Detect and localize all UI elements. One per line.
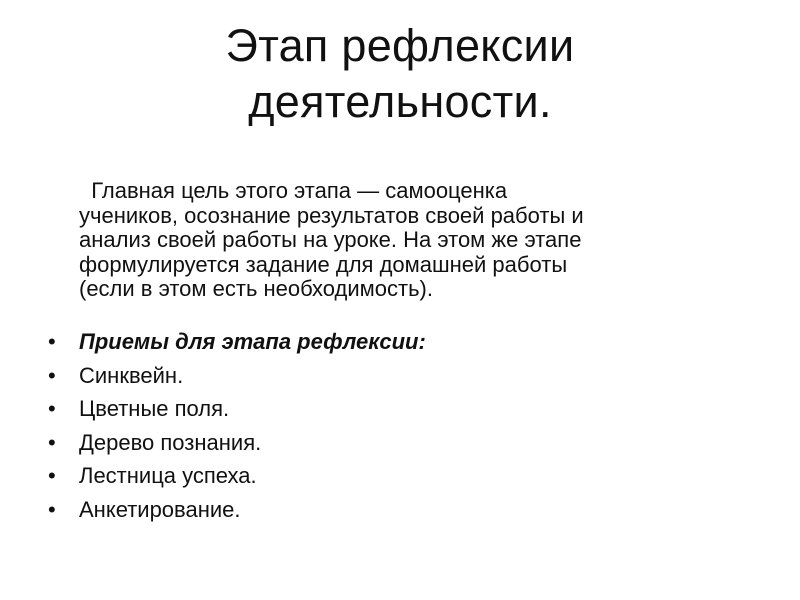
bullet-icon: • — [48, 496, 56, 522]
intro-paragraph — [79, 179, 779, 302]
list-item-text: Лестница успеха. — [79, 463, 257, 488]
slide-title — [0, 18, 800, 130]
list-item — [48, 392, 426, 426]
bullet-icon: • — [48, 396, 56, 421]
list-item — [48, 426, 426, 460]
bullet-icon: • — [48, 463, 56, 488]
intro-line: анализ своей работы на уроке. На этом же этапе — [79, 227, 582, 252]
techniques-list — [48, 325, 426, 526]
list-item-text: Анкетирование. — [79, 496, 241, 522]
list-item — [48, 459, 426, 493]
list-item-text: Дерево познания. — [79, 429, 262, 455]
list-item — [48, 359, 426, 393]
list-item — [48, 493, 426, 527]
intro-line: учеников, осознание результатов своей работы и — [79, 202, 584, 228]
list-item-text: Синквейн. — [79, 362, 184, 388]
slide-title-line: деятельности. — [248, 76, 552, 127]
list-item-text: Цветные поля. — [79, 396, 230, 421]
bullet-icon: • — [48, 429, 56, 455]
intro-line: (если в этом есть необходимость). — [79, 276, 433, 301]
bullet-icon: • — [48, 362, 56, 388]
intro-line: Главная цель этого этапа — самооценка — [79, 178, 508, 203]
list-heading-text: Приемы для этапа рефлексии: — [79, 329, 426, 354]
bullet-icon: • — [48, 329, 56, 354]
slide-title-line: Этап рефлексии — [225, 20, 575, 71]
intro-line: формулируется задание для домашней работы — [79, 251, 568, 277]
list-item-heading — [48, 325, 426, 359]
